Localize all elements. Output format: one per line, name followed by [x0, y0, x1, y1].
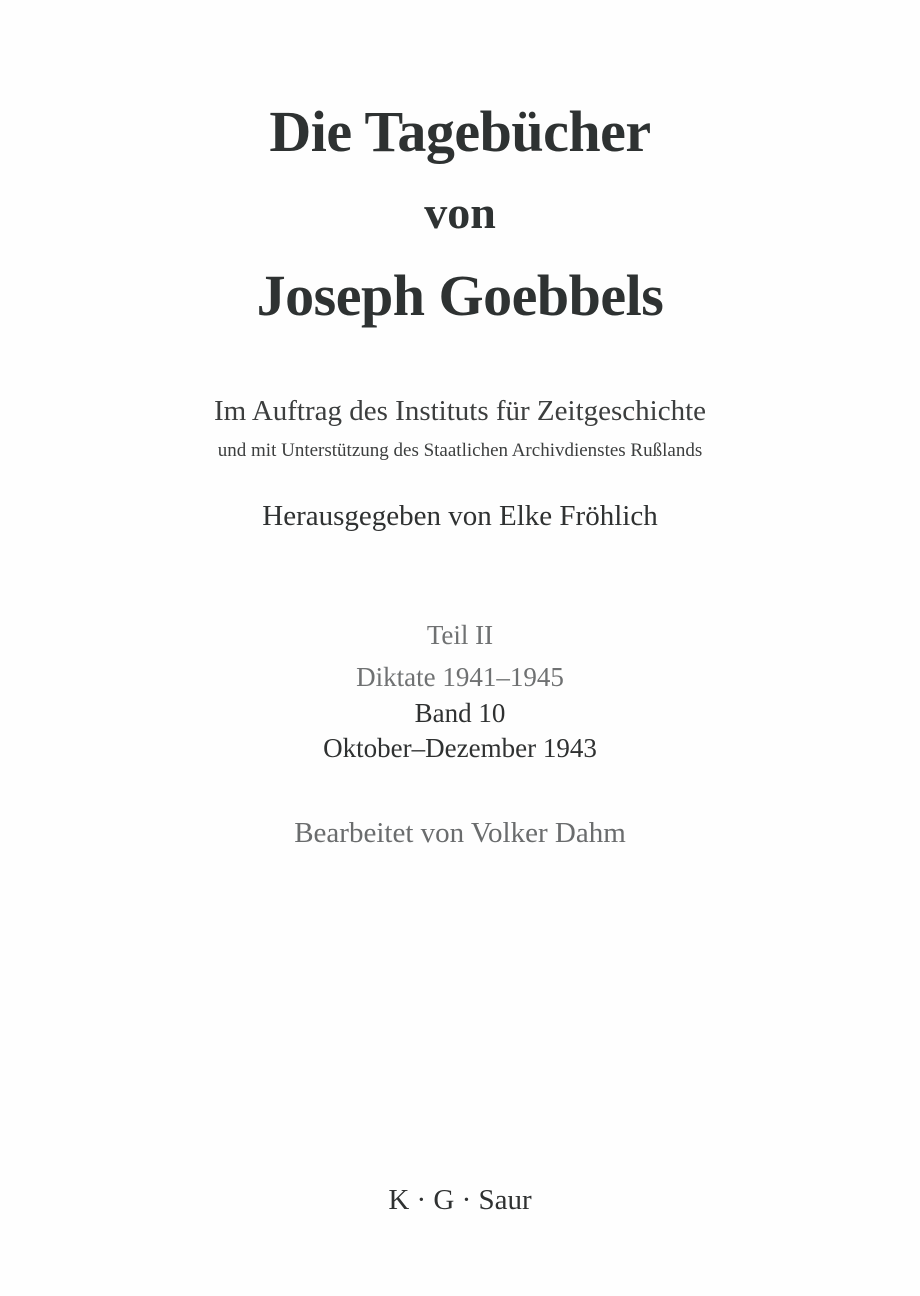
book-title-author: Joseph Goebbels [256, 263, 664, 328]
part-label: Teil II [426, 620, 494, 650]
reviser-credit: Bearbeitet von Volker Dahm [294, 817, 626, 849]
period-label: Oktober–Dezember 1943 [323, 733, 597, 763]
series-label: Diktate 1941–1945 [356, 662, 564, 692]
band-label: Band 10 [414, 698, 506, 728]
book-title-line-2: von [424, 187, 496, 238]
editor-credit: Herausgegeben von Elke Fröhlich [262, 500, 658, 532]
commission-line-1: Im Auftrag des Instituts für Zeitgeschichte [213, 395, 707, 427]
book-title-line-1: Die Tagebücher [269, 99, 651, 164]
commission-line-2: und mit Unterstützung des Staatlichen Archivdienstes Rußlands [217, 440, 703, 461]
publisher-imprint: K · G · Saur [388, 1184, 532, 1216]
